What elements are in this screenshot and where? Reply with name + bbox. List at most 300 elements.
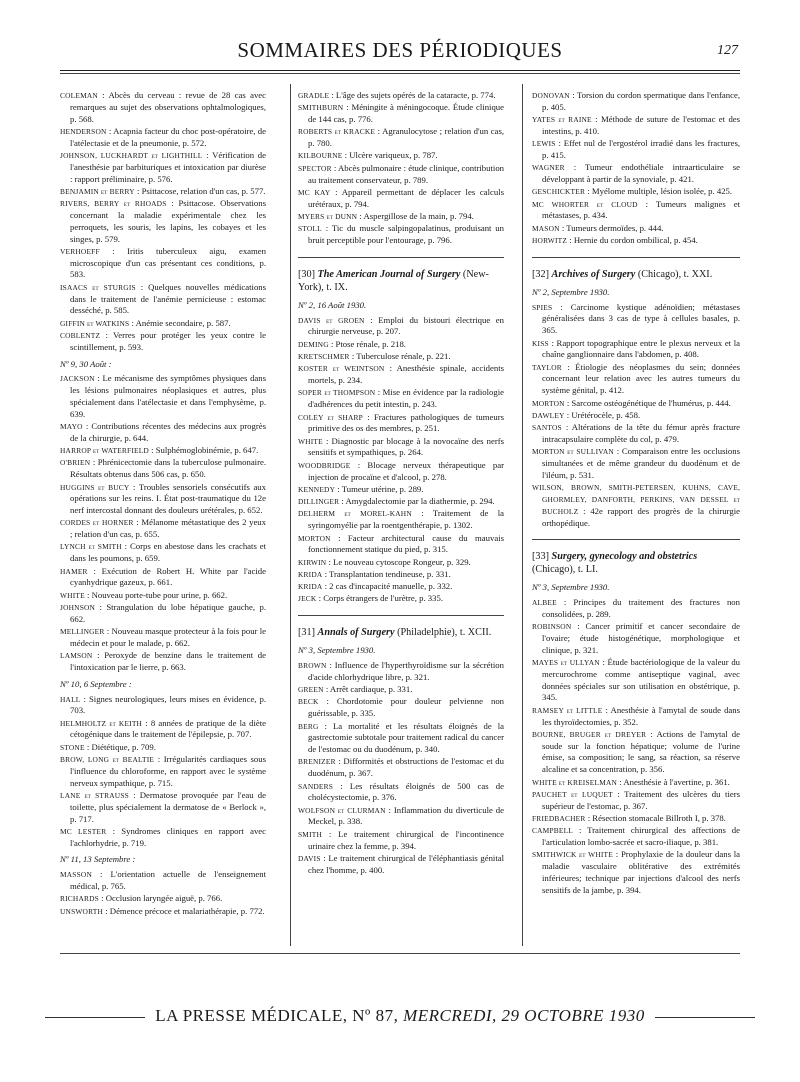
entry-text: : Tumeurs malignes et métastases, p. 434.: [542, 198, 740, 221]
entry-author: DILLINGER: [298, 497, 340, 507]
entry-author: HAMER: [60, 566, 88, 576]
entry-author: MASSON: [60, 870, 93, 880]
entry-text: : Anémie secondaire, p. 587.: [131, 317, 231, 328]
entry-author: WOODBRIDGE: [298, 460, 351, 470]
column-1: [60, 90, 266, 918]
journal-name: Archives of Surgery: [551, 268, 636, 280]
journal-location: (Philadelphie), t. XCII.: [397, 627, 492, 639]
entry-text: : Diagnostic par blocage à la novocaïne des nerfs sensitifs et sympathiques, p. 264.: [308, 435, 504, 458]
entry-text: : Méthode de suture de l'estomac et des intestins, p. 410.: [542, 114, 741, 136]
entry-text: : Influence de l'hyperthyroïdisme sur la sécrétion d'acide chlorhydrique libre, p. 321.: [308, 660, 504, 682]
list-item: [60, 126, 266, 150]
entry-text: : Iritis tuberculeux aigu, examen microscopique d'un cas présentant ces conditions, p. 583.: [70, 245, 266, 280]
list-item: [298, 829, 504, 853]
list-item: [298, 126, 504, 150]
entry-author: WILSON, BROWN, SMITH-PETERSEN, KUHNS, CAVE, GHORMLEY, DANFORTH, PERKINS, VAN DESSEL et BUCHOLZ: [532, 483, 740, 516]
journal-number: [30]: [298, 268, 315, 280]
entry-author: MORTON et SULLIVAN: [532, 447, 614, 457]
list-item: [298, 781, 504, 805]
issue-heading: Nº 10, 6 Septembre :: [60, 678, 132, 689]
entry-author: HUGGINS et BUCY: [60, 482, 130, 492]
list-item: [532, 90, 740, 114]
issue-heading: Nº 2, Septembre 1930.: [532, 286, 610, 297]
entry-text: : Principes du traitement des fractures non consolidées, p. 289.: [542, 597, 740, 619]
section-rule: [532, 539, 740, 540]
entry-text: : Phrénicectomie dans la tuberculose pulmonaire. Résultats obtenus dans 506 cas, p. 650.: [70, 457, 267, 480]
entry-text: : Blocage nerveux thérapeutique par injection de procaïne et d'alcool, p. 278.: [308, 459, 505, 482]
entry-text: : Étiologie des néoplasmes du sein; données concernant leur relation avec les autres tumeurs du système génital, p. 412.: [542, 361, 741, 396]
entry-author: CAMPBELL: [532, 826, 574, 836]
entry-author: DONOVAN: [532, 91, 570, 100]
entry-author: ISAACS et STURGIS: [60, 282, 136, 292]
entry-text: : Amygdalectomie par la diathermie, p. 294.: [341, 496, 495, 507]
entry-list: [60, 869, 266, 917]
entry-author: WHITE: [298, 436, 323, 446]
entry-author: STONE: [60, 742, 85, 752]
entry-author: SMITHBURN: [298, 103, 344, 113]
entry-text: : 8 années de pratique de la diète cétogénique dans le traitement de l'épilepsie, p. 707.: [70, 717, 266, 740]
journal-heading: [532, 550, 740, 576]
list-item: [298, 696, 504, 720]
entry-author: MAYES et ULLYAN: [532, 658, 600, 668]
entry-list: [60, 90, 266, 354]
list-item: [60, 566, 266, 590]
list-item: [532, 777, 740, 789]
entry-author: BROW, LONG et BEALTIE: [60, 755, 155, 765]
entry-author: VERHOEFF: [60, 246, 100, 256]
list-item: [298, 436, 504, 460]
entry-text: : Tuberculose rénale, p. 221.: [351, 351, 451, 362]
entry-author: MORTON: [532, 398, 565, 408]
entry-text: : Abcès du cerveau : revue de 28 cas avec remarques au sujet des observations ophtalmologiques, p. 568.: [70, 90, 266, 124]
list-item: [298, 721, 504, 756]
entry-author: KISS: [532, 338, 549, 348]
entry-author: LAMSON: [60, 651, 93, 661]
list-item: [60, 602, 266, 626]
entry-author: WHITE et KREISELMAN: [532, 777, 618, 787]
list-item: [60, 482, 266, 517]
entry-text: : Difformités et obstructions de l'estomac et du duodénum, p. 367.: [308, 756, 504, 779]
entry-author: RAMSEY et LITTLE: [532, 705, 603, 715]
entry-author: LANE et STRAUSS: [60, 790, 129, 800]
list-item: [298, 533, 504, 557]
entry-text: : Carcinome kystique adénoïdien; métastases généralisées dans 3 cas de type à cellules basales, p. 365.: [542, 301, 740, 336]
entry-author: SOPER et THOMPSON: [298, 388, 376, 398]
entry-text: : L'orientation actuelle de l'enseignement médical, p. 765.: [70, 869, 267, 891]
list-item: [298, 315, 504, 339]
entry-author: CORDES et HORNER: [60, 518, 134, 528]
list-item: [532, 813, 740, 825]
entry-text: : Le traitement chirurgical de l'incontinence urinaire chez la femme, p. 394.: [308, 828, 505, 851]
list-item: [60, 246, 266, 281]
entry-text: : Actions de l'amytal de soude sur la fonction hépatique; volume de l'urine émise, sa composition; le sang, sa réaction, sa réserve alcaline et sa concentration, p. 356.: [542, 728, 741, 775]
list-item: [60, 445, 266, 457]
entry-author: KRIDA: [298, 569, 323, 579]
list-item: [532, 223, 740, 235]
entry-author: COLEMAN: [60, 91, 98, 100]
list-item: [60, 906, 266, 918]
list-item: [298, 339, 504, 351]
page-number: 127: [717, 43, 738, 58]
entry-text: : Corps en abestose dans les crachats et dans les poumons, p. 659.: [70, 541, 266, 564]
entry-text: : Peroxyde de benzine dans le traitement de l'intoxication par le lierre, p. 663.: [70, 650, 266, 672]
list-item: [532, 186, 740, 198]
entry-list: [532, 90, 740, 247]
entry-author: STOLL: [298, 224, 322, 234]
entry-author: FRIEDBACHER: [532, 813, 586, 823]
list-item: [60, 742, 266, 754]
list-item: [532, 849, 740, 896]
entry-text: : Chordotomie pour douleur pelvienne non guérissable, p. 335.: [308, 696, 505, 719]
entry-text: : Résection stomacale Billroth I, p. 378.: [587, 812, 726, 823]
entry-author: JECK: [298, 594, 317, 604]
entry-text: : Quelques nouvelles médications dans le traitement de l'anémie pernicieuse : estomac desséché, p. 585.: [70, 281, 267, 316]
list-item: [60, 869, 266, 893]
entry-text: : Tumeur utérine, p. 289.: [337, 483, 424, 494]
section-rule: [298, 615, 504, 616]
list-item: [298, 853, 504, 877]
entry-text: : Sarcome ostéogénétique de l'humérus, p. 444.: [566, 397, 731, 408]
entry-list: [60, 694, 266, 850]
entry-author: HALL: [60, 694, 81, 704]
list-item: [298, 569, 504, 581]
entry-author: SANDERS: [298, 781, 334, 791]
entry-text: : Acapnia facteur du choc post-opératoire, de l'atélectasie et de la pneumonie, p. 572.: [70, 125, 266, 148]
entry-author: MC KAY: [298, 187, 331, 197]
list-item: [60, 541, 266, 565]
entry-text: : Le traitement chirurgical de l'éléphantiasis génital chez l'homme, p. 400.: [308, 852, 505, 875]
entry-author: SPIES: [532, 302, 553, 312]
list-item: [532, 789, 740, 813]
list-item: [60, 694, 266, 718]
list-item: [298, 581, 504, 593]
entry-author: HARROP et WATERFIELD: [60, 446, 149, 456]
entry-author: DELHERM et MOREL-KAHN: [298, 509, 412, 519]
list-item: [60, 330, 266, 354]
list-item: [298, 805, 504, 829]
entry-author: WOLFSON et CLURMAN: [298, 805, 386, 815]
entry-author: ALBEE: [532, 598, 557, 608]
entry-author: BECK: [298, 697, 319, 707]
entry-author: LEWIS: [532, 139, 556, 149]
entry-text: : Myélome multiple, lésion isolée, p. 425.: [587, 186, 733, 197]
entry-list: [298, 660, 504, 876]
entry-text: : Irrégularités cardiaques sous l'influence du chloroforme, en rapport avec le système nerveux sympathique, p. 715.: [70, 754, 266, 788]
entry-author: GREEN: [298, 685, 324, 695]
list-item: [298, 223, 504, 247]
list-item: [532, 235, 740, 247]
entry-text: : Dermatose provoquée par l'eau de toilette, plus spécialement la dermatose de « Berlock », p. 717.: [70, 789, 266, 824]
column-divider-2: [522, 84, 523, 946]
entry-text: : Comparaison entre les occlusions simultanées et de même grandeur du duodénum et de l'iléum, p. 531.: [542, 446, 740, 480]
entry-text: : Aspergillose de la main, p. 794.: [359, 210, 474, 221]
entry-text: : Inflammation du diverticule de Meckel, p. 338.: [308, 804, 505, 827]
entry-author: RIVERS, BERRY et RHOADS: [60, 199, 167, 209]
entry-text: : Traitement chirurgical des affections de l'articulation lombo-sacrée et sacro-iliaque, p. 381.: [542, 825, 741, 848]
list-item: [532, 398, 740, 410]
entry-text: : Cancer primitif et cancer secondaire de l'ovaire; étude histogénétique, morphologique et clinique, p. 321.: [542, 621, 741, 655]
entry-author: BROWN: [298, 661, 327, 671]
list-item: [532, 597, 740, 621]
list-item: [532, 621, 740, 656]
entry-text: : L'âge des sujets opérés de la cataracte, p. 774.: [331, 90, 496, 100]
entry-author: O'BRIEN: [60, 458, 91, 468]
entry-author: GESCHICKTER: [532, 187, 586, 197]
entry-author: SANTOS: [532, 423, 562, 433]
list-item: [532, 446, 740, 481]
entry-author: GIFFIN et WATKINS: [60, 318, 130, 328]
entry-author: BERG: [298, 721, 319, 731]
entry-author: SPECTOR: [298, 163, 332, 173]
entry-author: SMITHWICK et WHITE: [532, 850, 613, 860]
section-rule: [532, 257, 740, 258]
list-item: [60, 650, 266, 674]
header-rule: [60, 70, 740, 71]
journal-heading: [298, 268, 504, 294]
list-item: [532, 199, 740, 223]
entry-author: BRENIZER: [298, 757, 336, 767]
list-item: [60, 517, 266, 541]
list-item: [298, 508, 504, 532]
list-item: [298, 102, 504, 126]
entry-author: DAVIS: [298, 853, 321, 863]
entry-author: KOSTER et WEINTSON: [298, 364, 385, 374]
entry-text: : Traitement de la syringomyélie par la roentgenthérapie, p. 1302.: [308, 508, 504, 531]
list-item: [298, 460, 504, 484]
entry-list: [298, 315, 504, 606]
entry-text: : Transplantation tendineuse, p. 331.: [324, 568, 451, 579]
journal-heading: [532, 268, 740, 281]
entry-author: DAWLEY: [532, 410, 565, 420]
entry-text: : Étude bactériologique de la valeur du mercurochrome comme antiseptique vaginal, avec données spéciales sur son utilisation en obstétrique, p. 345.: [542, 657, 741, 703]
entry-text: : Altérations de la tête du fémur après fracture intracapsulaire complète du col, p. 479.: [542, 422, 740, 444]
journal-name: Surgery, gynecology and obstetrics: [551, 551, 698, 563]
entry-author: HENDERSON: [60, 126, 107, 136]
entry-author: HELMHOLTZ et KEITH: [60, 718, 143, 728]
entry-author: MC LESTER: [60, 826, 107, 836]
entry-text: : Troubles sensoriels consécutifs aux opérations sur les reins. I. État post-traumatique du 12e nerf intercostal donnant des douleurs urétérales, p. 652.: [70, 481, 266, 516]
entry-text: : Tic du muscle salpingopalatinus, produisant un bruit perceptible pour l'entourage, p. 796.: [308, 223, 504, 246]
column-3: [532, 90, 740, 897]
entry-text: : Le nouveau cytoscope Rongeur, p. 329.: [328, 556, 471, 567]
list-item: [532, 362, 740, 397]
section-rule: [298, 257, 504, 258]
issue-heading: Nº 3, Septembre 1930.: [532, 582, 610, 593]
entry-text: : Contributions récentes des médecins aux progrès de la chirurgie, p. 644.: [70, 421, 267, 443]
entry-author: SMITH: [298, 829, 322, 839]
entry-text: : Ulcère variqueux, p. 787.: [344, 150, 438, 161]
list-item: [298, 211, 504, 223]
entry-text: : Emploi du bistouri électrique en chirurgie nerveuse, p. 207.: [308, 314, 504, 337]
footer-dash: [45, 1017, 145, 1018]
entry-text: : Appareil permettant de déplacer les calculs urétéraux, p. 794.: [308, 186, 504, 209]
list-item: [298, 363, 504, 387]
list-item: [298, 660, 504, 684]
entry-text: : Anesthésie à l'amytal de soude dans les thyroïdectomies, p. 352.: [542, 704, 740, 727]
entry-text: : Vérification de l'anesthésie par barbituriques et intoxication par diurèse : rapport préliminaire, p. 576.: [70, 149, 266, 184]
entry-text: : Ptose rénale, p. 218.: [330, 338, 406, 349]
journal-name: Annals of Surgery: [317, 627, 395, 639]
entry-text: : Méningite à méningocoque. Étude clinique de 144 cas, p. 776.: [308, 102, 505, 125]
list-item: [60, 150, 266, 185]
list-item: [532, 825, 740, 849]
entry-author: DAVIS et GROEN: [298, 315, 365, 325]
entry-author: JOHNSON, LUCKHARDT et LIGHTHILL: [60, 150, 203, 160]
entry-author: BENJAMIN et BERRY: [60, 186, 135, 196]
list-item: [532, 422, 740, 446]
entry-text: : Anesthésie à l'avertine, p. 361.: [619, 776, 730, 787]
footer-dash: [655, 1017, 755, 1018]
entry-author: MAYO: [60, 422, 83, 432]
entry-text: : Facteur architectural cause du mauvais fonctionnement statique du pied, p. 315.: [308, 532, 504, 555]
entry-list: [298, 90, 504, 247]
entry-text: : Sulphémoglobinémie, p. 647.: [151, 445, 259, 456]
list-item: [60, 457, 266, 481]
entry-text: : Tumeur endothéliale intraarticulaire se développant à partir de la synoviale, p. 421.: [542, 162, 740, 185]
entry-author: KILBOURNE: [298, 151, 343, 161]
entry-text: : Arrêt cardiaque, p. 331.: [325, 684, 413, 695]
entry-author: LYNCH et SMITH: [60, 542, 122, 552]
entry-text: : 42e rapport des progrès de la chirurgie orthopédique.: [542, 505, 740, 528]
journal-location: (Chicago), t. LI.: [532, 564, 598, 576]
issue-heading: Nº 3, Septembre 1930.: [298, 645, 376, 656]
journal-location: (Chicago), t. XXI.: [637, 268, 713, 280]
list-item: [532, 729, 740, 776]
entry-text: : Exécution de Robert H. White par l'acide cyanhydrique gazeux, p. 661.: [70, 565, 266, 588]
entry-list: [532, 302, 740, 530]
list-item: [532, 162, 740, 186]
list-item: [298, 150, 504, 162]
entry-author: KIRWIN: [298, 557, 327, 567]
entry-author: KRIDA: [298, 582, 323, 592]
list-item: [60, 318, 266, 330]
entry-author: BOURNE, BRUGER et DREYER: [532, 729, 647, 739]
list-item: [532, 657, 740, 704]
list-item: [60, 198, 266, 245]
footer-journal: LA PRESSE MÉDICALE, Nº 87,: [155, 1006, 399, 1025]
entry-author: RICHARDS: [60, 894, 99, 904]
entry-author: HORWITZ: [532, 236, 568, 246]
entry-author: JACKSON: [60, 374, 95, 384]
entry-author: MC WHORTER et CLOUD: [532, 199, 638, 209]
entry-author: GRADLE: [298, 91, 330, 100]
list-item: [298, 187, 504, 211]
entry-text: : Mélanome métastatique des 2 yeux ; relation d'un cas, p. 655.: [70, 517, 266, 540]
journal-heading: [298, 626, 504, 639]
entry-text: : Abcès pulmonaire : étude clinique, contribution au traitement conservateur, p. 789.: [308, 162, 505, 185]
entry-text: : Le mécanisme des symptômes physiques dans les lésions pulmonaires néoplasiques et autres, plus spécialement dans l'atélectasie et dans l'emphysème, p. 639.: [70, 373, 266, 419]
list-item: [60, 282, 266, 317]
entry-author: COLEY et SHARP: [298, 412, 363, 422]
entry-author: KENNEDY: [298, 484, 336, 494]
list-item: [298, 557, 504, 569]
list-item: [60, 590, 266, 602]
list-item: [60, 790, 266, 825]
entry-text: : Corps étrangers de l'urètre, p. 335.: [318, 593, 444, 604]
entry-text: : Nouveau masque protecteur à la fois pour le médecin et pour le malade, p. 662.: [70, 626, 267, 648]
entry-text: : Nouveau porte-tube pour urine, p. 662.: [86, 589, 228, 600]
footer-date: MERCREDI, 29 OCTOBRE 1930: [403, 1006, 645, 1025]
entry-author: TAYLOR: [532, 362, 562, 372]
entry-author: MORTON: [298, 533, 331, 543]
list-item: [532, 138, 740, 162]
list-item: [298, 412, 504, 436]
entry-text: : Rapport topographique entre le plexus nerveux et la chaîne ganglionnaire dans l'abdomen, p. 408.: [542, 337, 740, 360]
page-footer: [0, 1006, 800, 1026]
entry-text: : La mortalité et les résultats éloignés de la gastrectomie subtotale pour traitement radical du cancer de l'estomac ou du duodénum, p. 340.: [308, 720, 504, 755]
entry-text: : Mise en évidence par la radiologie d'adhérences du petit intestin, p. 243.: [308, 387, 504, 410]
list-item: [60, 893, 266, 905]
entry-author: WHITE: [60, 590, 85, 600]
entry-text: : Les résultats éloignés de 500 cas de cholécystectomie, p. 376.: [308, 780, 505, 803]
entry-text: : Psittacose, relation d'un cas, p. 577.: [136, 185, 266, 196]
list-item: [60, 186, 266, 198]
list-item: [60, 718, 266, 742]
entry-list: [60, 373, 266, 673]
list-item: [60, 826, 266, 850]
issue-heading: Nº 11, 13 Septembre :: [60, 854, 136, 865]
entry-text: : Effet nul de l'ergostérol irradié dans les fractures, p. 415.: [542, 138, 740, 160]
list-item: [298, 351, 504, 363]
entry-author: UNSWORTH: [60, 906, 104, 916]
entry-author: MASON: [532, 223, 560, 233]
entry-author: MELLINGER: [60, 627, 105, 637]
column-divider-1: [290, 84, 291, 946]
list-item: [298, 163, 504, 187]
list-item: [532, 705, 740, 729]
journal-name: The American Journal of Surgery: [317, 268, 461, 280]
journal-location: (New-York), t. IX.: [298, 268, 489, 293]
list-item: [532, 410, 740, 422]
entry-text: : Agranulocytose ; relation d'un cas, p. 780.: [308, 126, 504, 149]
list-item: [60, 421, 266, 445]
list-item: [60, 373, 266, 420]
issue-heading: Nº 2, 16 Août 1930.: [298, 299, 367, 310]
entry-text: : Occlusion laryngée aiguë, p. 766.: [101, 893, 223, 904]
entry-author: MYERS et DUNN: [298, 211, 358, 221]
entry-author: YATES et RAINE: [532, 115, 592, 125]
entry-text: : Syndromes cliniques en rapport avec l'achlorhydrie, p. 719.: [70, 825, 266, 848]
entry-text: : Anesthésie spinale, accidents mortels, p. 234.: [308, 363, 505, 386]
entry-author: JOHNSON: [60, 602, 96, 612]
journal-number: [32]: [532, 268, 549, 280]
entry-text: : Signes neurologiques, leurs mises en évidence, p. 703.: [70, 693, 267, 716]
entry-text: : Psittacose. Observations concernant la maladie expérimentale chez les perroquets, les souris, les lapins, les cobayes et les singes, p. 579.: [70, 198, 266, 244]
entry-author: ROBERTS et KRACKE: [298, 127, 376, 137]
entry-text: : 2 cas d'incapacité manuelle, p. 332.: [324, 581, 453, 592]
entry-author: KRETSCHMER: [298, 352, 350, 362]
list-item: [532, 338, 740, 362]
entry-text: : Hernie du cordon ombilical, p. 454.: [569, 235, 698, 246]
list-item: [298, 90, 504, 102]
list-item: [298, 484, 504, 496]
entry-text: : Fractures pathologiques de tumeurs primitive des os des membres, p. 251.: [308, 411, 505, 434]
entry-author: PAUCHET et LUQUET: [532, 789, 613, 799]
entry-text: : Strangulation du lobe hépatique gauche, p. 662.: [70, 601, 266, 624]
list-item: [60, 90, 266, 125]
entry-author: WAGNER: [532, 163, 565, 173]
issue-heading: Nº 9, 30 Août :: [60, 358, 112, 369]
entry-author: DEMING: [298, 339, 329, 349]
list-item: [532, 302, 740, 337]
list-item: [298, 684, 504, 696]
list-item: [298, 756, 504, 780]
list-item: [298, 593, 504, 605]
list-item: [298, 387, 504, 411]
page-title: SOMMAIRES DES PÉRIODIQUES: [237, 38, 563, 62]
list-item: [532, 114, 740, 138]
list-item: [60, 754, 266, 789]
